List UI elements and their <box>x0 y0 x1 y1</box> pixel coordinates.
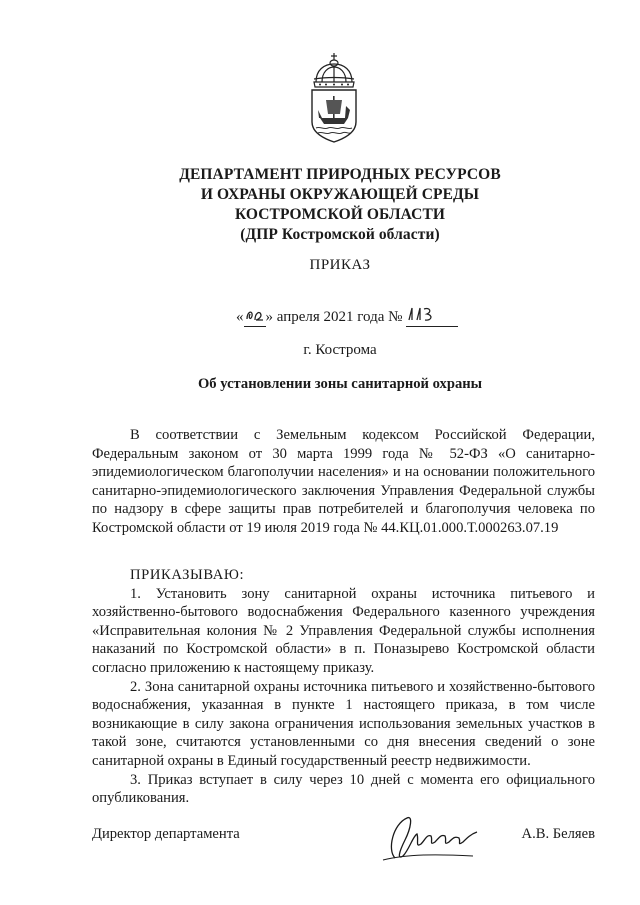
department-short-name: (ДПР Костромской области) <box>240 226 440 243</box>
department-name-line-3: КОСТРОМСКОЙ ОБЛАСТИ <box>234 206 446 223</box>
date-text: апреля 2021 года № <box>273 309 407 325</box>
quote-close: » <box>265 309 273 325</box>
signatory-name: А.В. Беляев <box>521 826 595 842</box>
order-item-2: 2. Зона санитарной охраны источника питьевого и хозяйственно-бытового водоснабжения, указанная в пункте 1 настоящего приказа, в том числе возникающие в силу закона ограничения использования земельных участков в такой зоне, считаются установленными со дня внесения сведений о зоне санитарной охраны в Единый государственный реестр недвижимости. <box>92 678 595 769</box>
handwritten-day-icon <box>245 307 265 323</box>
signatory-title: Директор департамента <box>92 826 240 842</box>
department-name-line-2: И ОХРАНЫ ОКРУЖАЮЩЕЙ СРЕДЫ <box>200 186 480 203</box>
order-section <box>92 566 595 808</box>
document-type: ПРИКАЗ <box>309 257 371 273</box>
date-number-line <box>200 305 500 327</box>
department-name-line-1: ДЕПАРТАМЕНТ ПРИРОДНЫХ РЕСУРСОВ <box>179 166 501 183</box>
document-subject: Об установлении зоны санитарной охраны <box>197 376 483 392</box>
handwritten-day <box>244 307 266 327</box>
order-item-1: 1. Установить зону санитарной охраны источника питьевого и хозяйственно-бытового водоснабжения Федерального казенного учреждения «Исправительная колония № 2 Управления Федеральной службы исполнения наказаний по Костромской области» в п. Поназырево Костромской области согласно приложению к настоящему приказу. <box>92 585 595 676</box>
quote-open: « <box>236 309 244 325</box>
handwritten-number-icon <box>406 305 436 323</box>
signature-block <box>92 816 595 876</box>
preamble-text: В соответствии с Земельным кодексом Российской Федерации, Федеральным законом от 30 марта 1999 года № 52-ФЗ «О санитарно-эпидемиологическом благополучии населения» и на основании положительного санитарно-эпидемиологического заключения Управления Федеральной службы по надзору в сфере защиты прав потребителей и благополучия человека по Костромской области от 19 июля 2019 года № 44.КЦ.01.000.Т.000263.07.19 <box>92 427 595 536</box>
preamble <box>92 426 595 538</box>
handwritten-number <box>406 305 458 327</box>
handwritten-signature-icon <box>377 810 487 866</box>
city: г. Кострома <box>303 342 377 358</box>
order-word: ПРИКАЗЫВАЮ: <box>130 567 245 583</box>
order-item-3: 3. Приказ вступает в силу через 10 дней с момента его официального опубликования. <box>92 771 595 807</box>
coat-of-arms-icon <box>306 52 362 144</box>
